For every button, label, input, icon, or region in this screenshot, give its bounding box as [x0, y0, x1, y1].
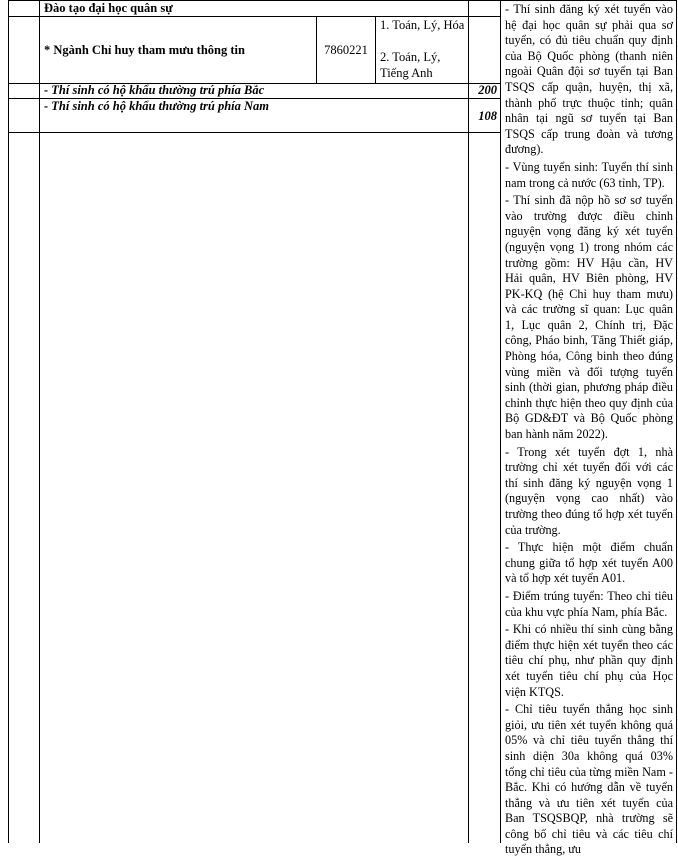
note-item: - Khi có nhiều thí sinh cùng bằng điểm thực hiện xét tuyển theo các tiêu chí phụ, như phần quy định xét tuyển tiêu chí phụ của Học viện KTQS.	[505, 622, 673, 699]
border-row-4	[8, 132, 501, 133]
border-col-combo	[468, 0, 469, 843]
note-item: - Chỉ tiêu tuyển thẳng học sinh giỏi, ưu tiên xét tuyển không quá 05% và chỉ tiêu tuyển thẳng thí sinh diện 30a không quá 03% tổng chỉ tiêu của từng miền Nam - Bắc. Khi có hướng dẫn về tuyển thẳng và ưu tiên xét tuyển của Ban TSQSBQP, nhà trường sẽ công bố chỉ tiêu và các tiêu chí tuyển thẳng, ưu	[505, 702, 673, 857]
quota-south-value: 108	[478, 109, 497, 123]
note-item: - Thí sinh đã nộp hồ sơ sơ tuyển vào trường được điều chỉnh nguyện vọng đăng ký xét tuyển (nguyện vọng 1) trong nhóm các trường gồm: HV Hậu cần, HV Hải quân, HV Biên phòng, HV PK-KQ (hệ Chỉ huy tham mưu) và các trường sĩ quan: Lục quân 1, Lục quân 2, Chính trị, Đặc công, Pháo binh, Tăng Thiết giáp, Phòng hóa, Công binh theo đúng vùng miền và đối tượng tuyển sinh (thời gian, phương pháp điều chỉnh thực hiện theo quy định của Bộ GD&ĐT và Bộ Quốc phòng ban hành năm 2022).	[505, 193, 673, 442]
note-item: - Thực hiện một điểm chuẩn chung giữa tổ hợp xét tuyển A00 và tổ hợp xét tuyển A01.	[505, 540, 673, 586]
border-col-quota	[500, 0, 501, 843]
major-code: 7860221	[324, 43, 368, 57]
note-item: - Điểm trúng tuyển: Theo chỉ tiêu của khu vực phía Nam, phía Bắc.	[505, 588, 673, 619]
note-item: - Vùng tuyển sinh: Tuyển thí sinh nam trong cả nước (63 tỉnh, TP).	[505, 159, 673, 190]
combo-2: 2. Toán, Lý, Tiếng Anh	[380, 50, 441, 80]
major-name: * Ngành Chỉ huy tham mưu thông tin	[44, 43, 245, 57]
quota-south-label: - Thí sinh có hộ khẩu thường trú phía Nam	[44, 99, 270, 113]
note-item: - Trong xét tuyển đợt 1, nhà trường chỉ xét tuyển đối với các thí sinh đăng ký nguyện vọng 1 (nguyện vọng cao nhất) vào trường theo đúng tổ hợp xét tuyển của trường.	[505, 444, 673, 537]
border-right	[676, 0, 677, 843]
border-left	[8, 0, 9, 843]
combo-1: 1. Toán, Lý, Hóa	[380, 18, 465, 32]
border-row-1	[8, 16, 501, 17]
quota-north-value: 200	[478, 83, 497, 97]
section-heading: Đào tạo đại học quân sự	[44, 1, 173, 15]
notes-column	[505, 2, 673, 860]
quota-north-label: - Thí sinh có hộ khẩu thường trú phía Bắc	[44, 83, 265, 97]
border-col-1	[39, 0, 40, 843]
note-item: - Thí sinh đăng ký xét tuyển vào hệ đại học quân sự phải qua sơ tuyển, có đủ tiêu chuẩn quy định của Bộ Quốc phòng (thanh niên ngoài Quân đội sơ tuyển tại Ban TSQS cấp quận, huyện, thị xã, thành phố trực thuộc tỉnh; quân nhân tại ngũ sơ tuyển tại Ban TSQS cấp trung đoàn và tương đương).	[505, 2, 673, 157]
